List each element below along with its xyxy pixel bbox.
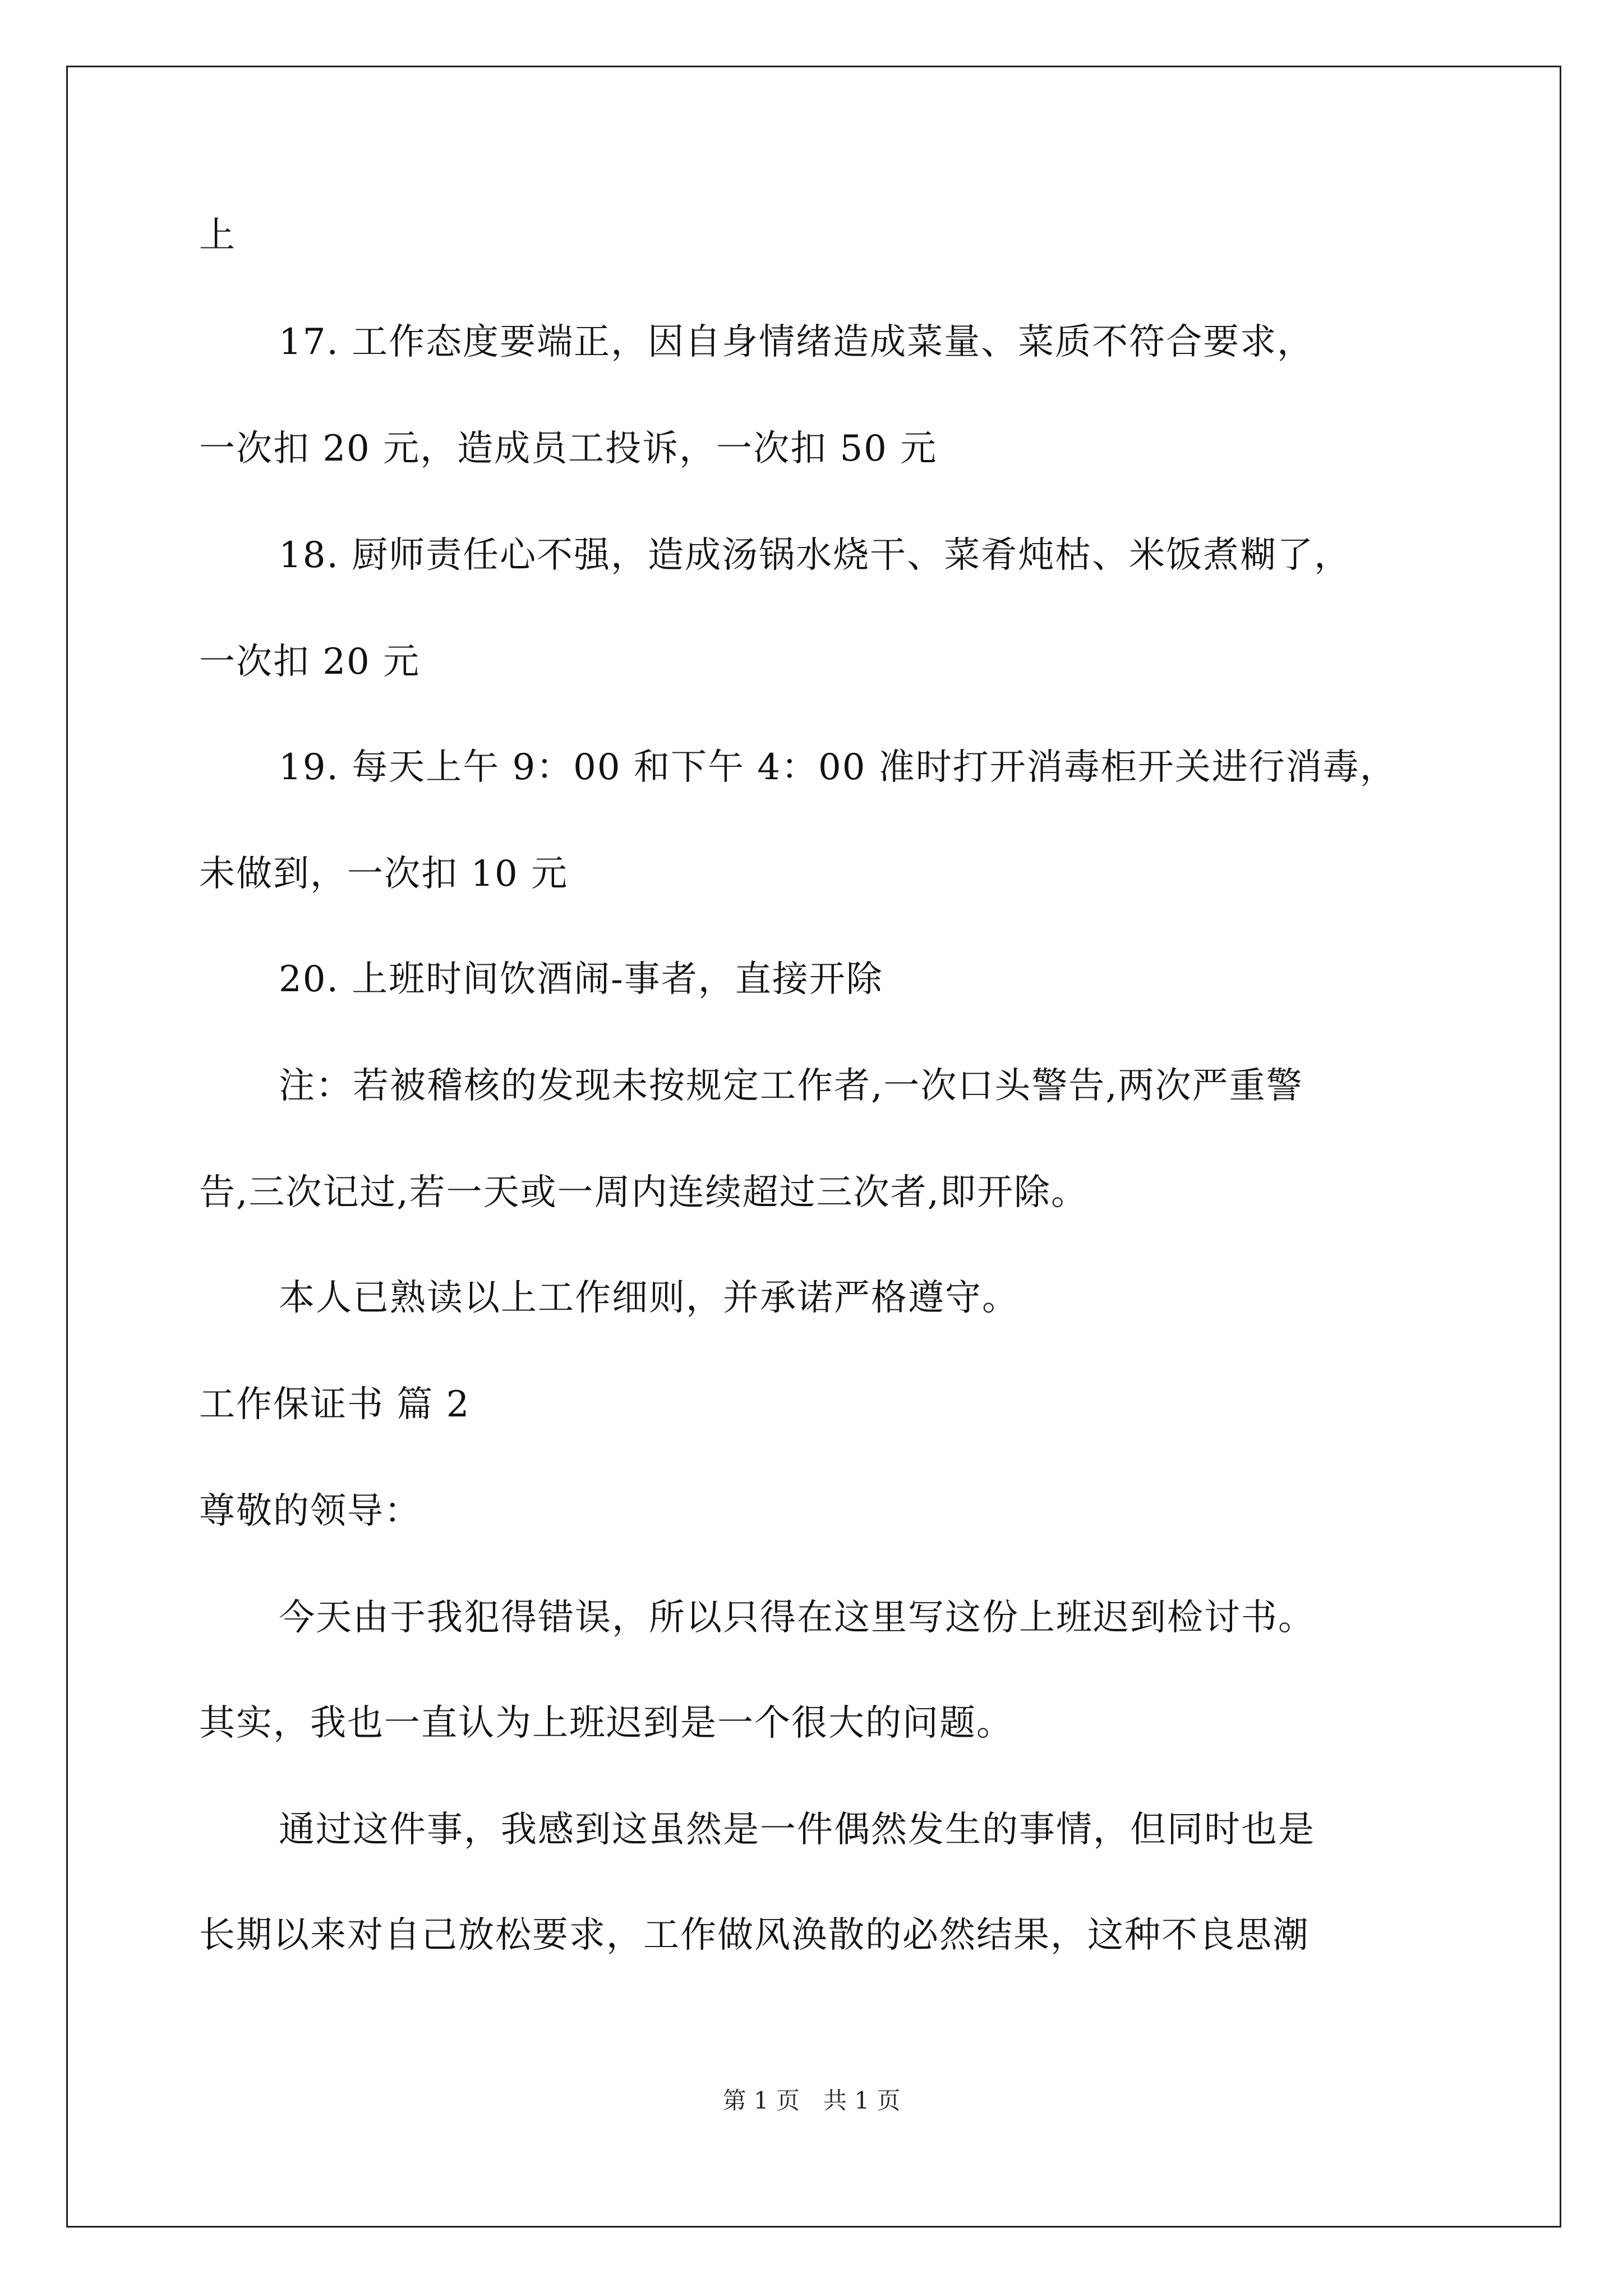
text-line: 17. 工作态度要端正，因自身情绪造成菜量、菜质不符合要求， — [279, 321, 1315, 363]
text-line: 19. 每天上午 9：00 和下午 4：00 准时打开消毒柜开关进行消毒， — [279, 747, 1397, 788]
text-line: 告,三次记过,若一天或一周内连续超过三次者,即开除。 — [199, 1172, 1089, 1213]
text-line: 本人已熟读以上工作细则，并承诺严格遵守。 — [279, 1277, 1019, 1319]
text-line: 上 — [199, 215, 236, 256]
text-line: 长期以来对自己放松要求，工作做风涣散的必然结果，这种不良思潮 — [199, 1915, 1310, 1956]
page-number: 第 1 页 共 1 页 — [722, 2087, 901, 2114]
text-line: 注：若被稽核的发现未按规定工作者,一次口头警告,两次严重警 — [279, 1065, 1303, 1107]
page-border — [66, 66, 1561, 2228]
text-line: 其实，我也一直认为上班迟到是一个很大的问题。 — [199, 1703, 1013, 1744]
text-line: 今天由于我犯得错误，所以只得在这里写这份上班迟到检讨书。 — [279, 1597, 1315, 1639]
text-line: 一次扣 20 元 — [199, 641, 421, 683]
text-line: 通过这件事，我感到这虽然是一件偶然发生的事情，但同时也是 — [279, 1809, 1315, 1851]
text-line: 未做到，一次扣 10 元 — [199, 853, 569, 895]
section-heading: 工作保证书 篇 2 — [199, 1384, 471, 1425]
text-line: 18. 厨师责任心不强，造成汤锅水烧干、菜肴炖枯、米饭煮糊了， — [279, 535, 1352, 576]
text-line: 一次扣 20 元，造成员工投诉，一次扣 50 元 — [199, 428, 938, 470]
salutation: 尊敬的领导： — [199, 1490, 421, 1532]
text-line: 20. 上班时间饮酒闹-事者，直接开除 — [279, 959, 883, 1000]
